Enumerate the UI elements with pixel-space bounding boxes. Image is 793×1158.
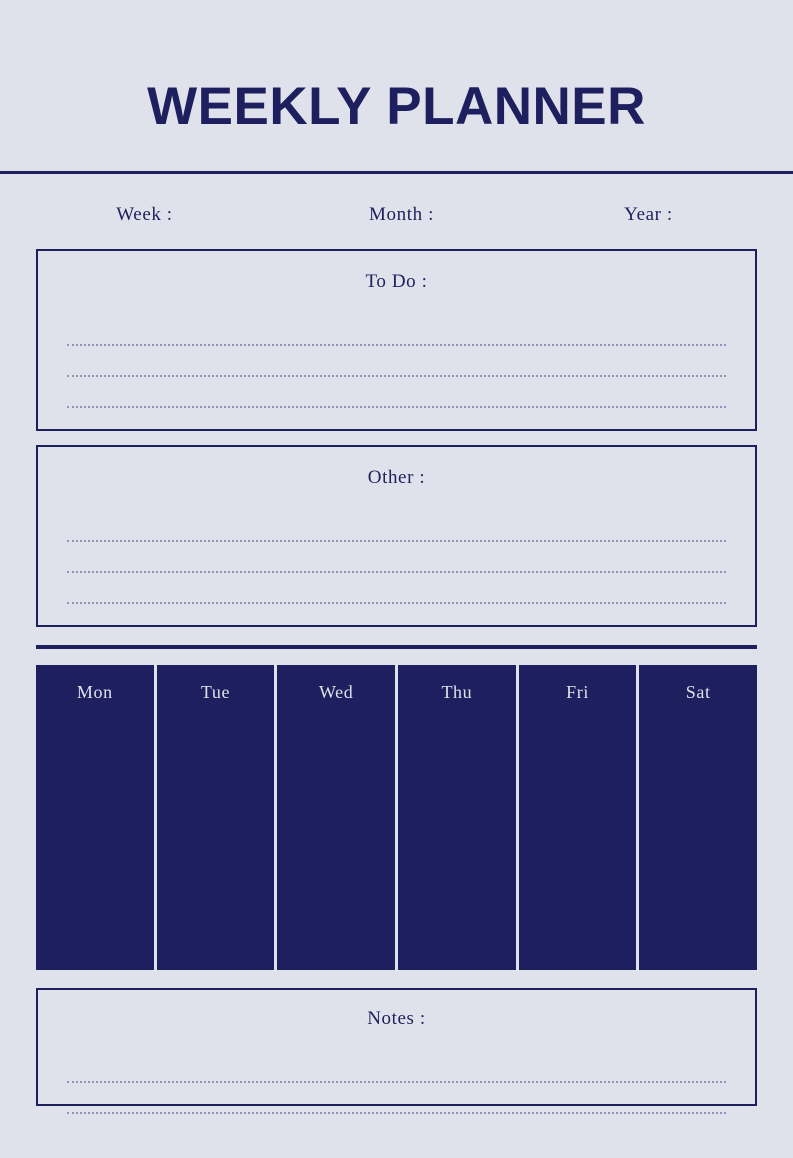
todo-label: To Do : xyxy=(365,271,428,293)
month-label: Month : xyxy=(369,204,434,226)
day-column-fri[interactable] xyxy=(519,665,637,970)
notes-section xyxy=(36,988,757,1106)
todo-section xyxy=(36,249,757,431)
notes-label: Notes : xyxy=(367,1008,426,1030)
days-grid xyxy=(36,665,757,970)
meta-row xyxy=(0,204,793,226)
day-column-tue[interactable] xyxy=(157,665,275,970)
other-label: Other : xyxy=(367,467,426,489)
day-label: Tue xyxy=(200,682,231,703)
day-column-wed[interactable] xyxy=(277,665,395,970)
other-lines xyxy=(38,511,755,604)
week-label: Week : xyxy=(116,204,173,226)
day-column-mon[interactable] xyxy=(36,665,154,970)
year-field[interactable] xyxy=(510,204,757,226)
day-label: Mon xyxy=(76,682,113,703)
todo-lines xyxy=(38,315,755,408)
todo-line[interactable] xyxy=(67,377,726,408)
weekly-planner-page xyxy=(0,36,793,1158)
week-field[interactable] xyxy=(36,204,293,226)
year-label: Year : xyxy=(624,204,673,226)
other-line[interactable] xyxy=(67,511,726,542)
title-divider xyxy=(0,171,793,174)
todo-line[interactable] xyxy=(67,315,726,346)
page-title: WEEKLY PLANNER xyxy=(147,76,646,136)
month-field[interactable] xyxy=(293,204,510,226)
todo-line[interactable] xyxy=(67,346,726,377)
section-divider xyxy=(36,645,757,649)
other-line[interactable] xyxy=(67,542,726,573)
day-column-thu[interactable] xyxy=(398,665,516,970)
day-label: Fri xyxy=(566,682,589,703)
other-line[interactable] xyxy=(67,573,726,604)
day-column-sat[interactable] xyxy=(639,665,757,970)
other-section xyxy=(36,445,757,627)
day-label: Thu xyxy=(441,682,473,703)
notes-line[interactable] xyxy=(67,1083,726,1114)
notes-line[interactable] xyxy=(67,1052,726,1083)
notes-lines xyxy=(38,1052,755,1114)
day-label: Sat xyxy=(685,682,711,703)
day-label: Wed xyxy=(319,682,354,703)
